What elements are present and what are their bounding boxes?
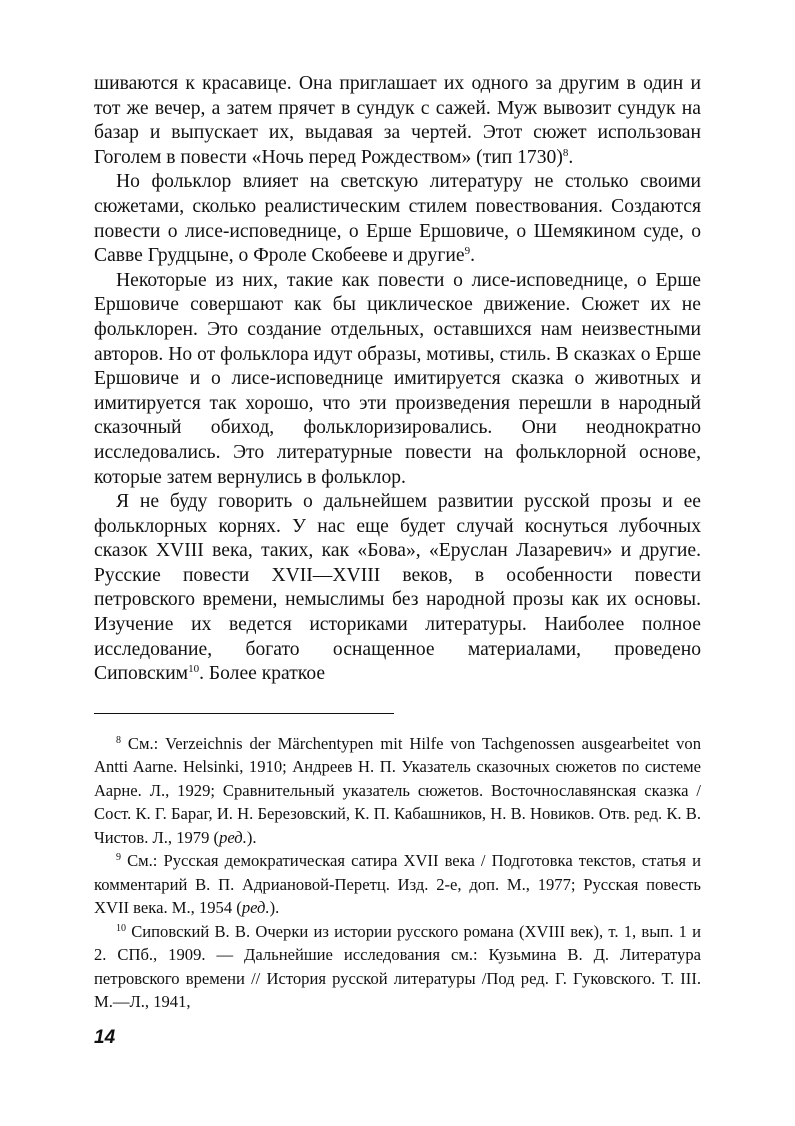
- footnote-divider: [94, 713, 394, 714]
- main-text: [94, 72, 701, 687]
- footnote-10: $^{10}$ Сиповский В. В. Очерки из истории русского романа (XVIII век), т. 1, вып. 1 и 2. СПб., 1909. — Дальнейшие исследования см.: Кузьмина В. Д. Литература петровского времени // История русской литературы /Под ред. Г. Гуковского. Т. III. М.—Л., 1941,: [94, 921, 701, 1012]
- page-content: [94, 72, 701, 1014]
- paragraph: Некоторые из них, такие как повести о лисе-исповеднице, о Ерше Ершовиче совершают как бы циклическое движение. Сюжет их не фольклорен. Это создание отдельных, оставшихся нам неизвестными авторов. Но от фольклора идут образы, мотивы, стиль. В сказках о Ерше Ершовиче и о лисе-исповеднице имитируется сказка о животных и имитируется так хорошо, что эти произведения перешли в народный сказочный обиход, фольклоризировались. Они неоднократно исследовались. Это литературные повести на фольклорной основе, которые затем вернулись в фольклор.: [94, 269, 701, 488]
- page-number: 14: [94, 1027, 116, 1048]
- paragraph: Но фольклор влияет на светскую литературу не столько своими сюжетами, сколько реалистическим стилем повествования. Создаются повести о лисе-исповеднице, о Ерше Ершовиче, о Шемякином суде, о Савве Грудцыне, о Фроле Скобееве и другие$^9$.: [94, 171, 701, 267]
- paragraph: Я не буду говорить о дальнейшем развитии русской прозы и ее фольклорных корнях. У нас еще будет случай коснуться лубочных сказок XVIII века, таких, как «Бова», «Еруслан Лазаревич» и другие. Русские повести XVII—XVIII веков, в особенности повести петровского времени, немыслимы без народной прозы как их основы. Изучение их ведется историками литературы. Наиболее полное исследование, богато оснащенное материалами, проведено Сиповским$^{10}$. Более краткое: [94, 491, 701, 685]
- paragraph: шиваются к красавице. Она приглашает их одного за другим в один и тот же вечер, а затем прячет в сундук с сажей. Муж вывозит сундук на базар и выпускает их, выдавая за чертей. Этот сюжет использован Гоголем в повести «Ночь перед Рождеством» (тип 1730)$^8$.: [94, 73, 701, 168]
- footnote-9: $^9$ См.: Русская демократическая сатира XVII века / Подготовка текстов, статья и комментарий В. П. Адриановой-Перетц. Изд. 2-е, доп. М., 1977; Русская повесть XVII века. М., 1954 (ред.).: [94, 851, 701, 918]
- footnotes: [94, 732, 701, 1014]
- footnote-8: $^8$ См.: Verzeichnis der Märchentypen mit Hilfe von Tachgenossen ausgearbeitet von Antti Aarne. Helsinki, 1910; Андреев Н. П. Указатель сказочных сюжетов по системе Аарне. Л., 1929; Сравнительный указатель сюжетов. Восточнославянская сказка / Сост. К. Г. Бараг, И. Н. Березовский, К. П. Кабашников, Н. В. Новиков. Отв. ред. К. В. Чистов. Л., 1979 (ред.).: [94, 733, 701, 847]
